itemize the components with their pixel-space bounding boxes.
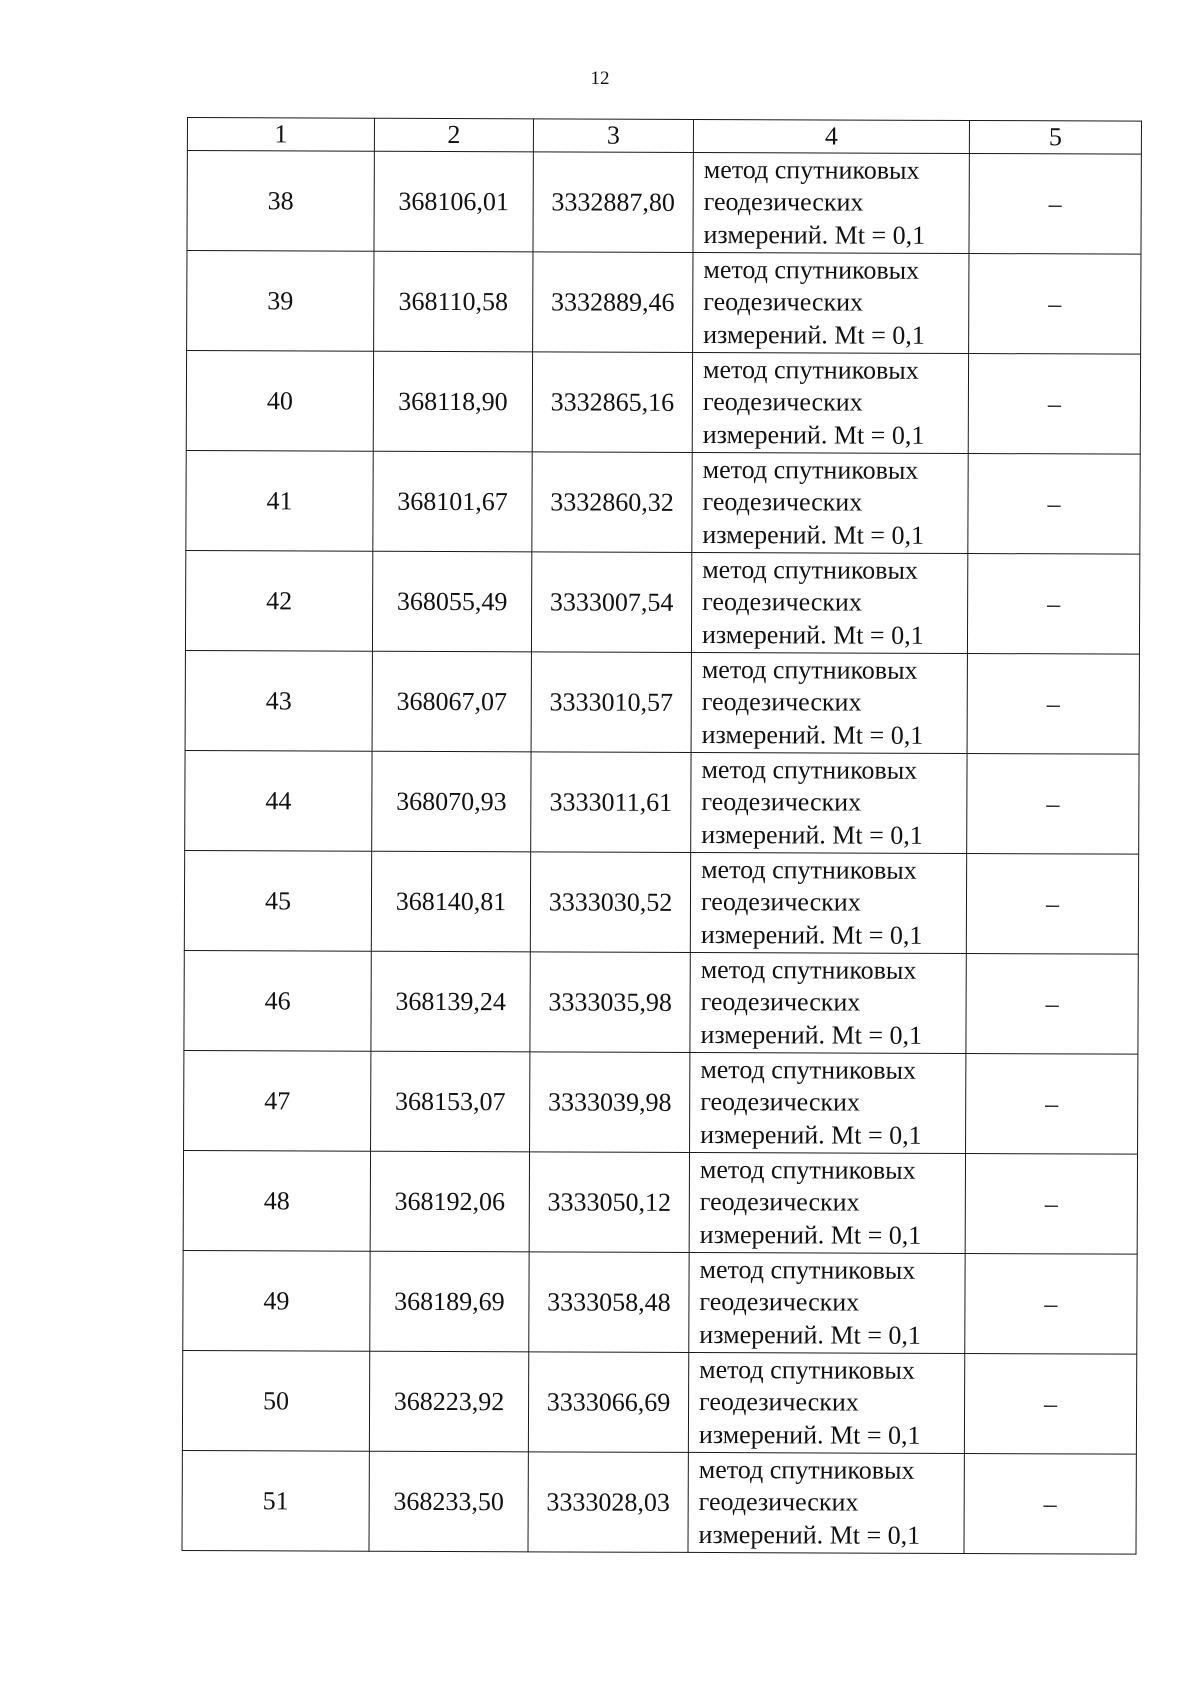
method-text-line: метод спутниковых — [702, 554, 919, 585]
method-cell — [691, 552, 967, 653]
method-text-line: геодезических — [700, 1087, 861, 1117]
note-cell: – — [968, 354, 1140, 455]
table-row — [187, 151, 1141, 255]
method-text-line: геодезических — [699, 1387, 859, 1417]
table-row — [183, 1250, 1137, 1354]
table-row — [184, 850, 1138, 954]
method-text-line: измерений. Mt = 0,1 — [702, 419, 925, 450]
method-text-line: измерений. Mt = 0,1 — [702, 519, 925, 550]
note-cell: – — [967, 654, 1139, 755]
coordinate-y-cell: 3333007,54 — [531, 552, 691, 653]
point-number-cell: 41 — [186, 450, 373, 551]
method-text-line: измерений. Mt = 0,1 — [703, 319, 925, 350]
table-row — [182, 1350, 1136, 1454]
method-cell — [690, 852, 966, 953]
method-text-line: геодезических — [699, 1187, 860, 1217]
method-text-line: метод спутниковых — [701, 754, 918, 785]
point-number-cell: 43 — [185, 650, 372, 751]
method-text-line: геодезических — [703, 287, 864, 317]
coordinate-x-cell: 368055,49 — [372, 551, 531, 652]
note-cell: – — [968, 454, 1140, 555]
coordinate-y-cell: 3333050,12 — [529, 1152, 689, 1253]
coordinate-y-cell: 3332887,80 — [533, 152, 693, 253]
method-text-line: геодезических — [699, 1287, 860, 1317]
method-text-line: измерений. Mt = 0,1 — [700, 1119, 922, 1150]
note-cell: – — [969, 154, 1141, 255]
method-text-line: геодезических — [702, 487, 863, 517]
coordinate-y-cell: 3333028,03 — [528, 1452, 688, 1553]
page-number: 12 — [590, 68, 610, 89]
method-cell — [693, 152, 969, 253]
note-cell: – — [966, 953, 1138, 1054]
coordinate-x-cell: 368153,07 — [371, 1051, 530, 1152]
coordinate-y-cell: 3332889,46 — [533, 252, 693, 353]
coordinate-x-cell: 368118,90 — [373, 351, 532, 452]
method-cell — [691, 652, 967, 753]
point-number-cell: 44 — [185, 750, 372, 851]
coordinate-y-cell: 3333010,57 — [531, 652, 691, 753]
point-number-cell: 51 — [182, 1450, 369, 1551]
method-cell — [689, 1252, 965, 1353]
table-row — [185, 550, 1139, 654]
table-row — [184, 1050, 1138, 1154]
method-text-line: измерений. Mt = 0,1 — [698, 1519, 921, 1550]
coordinate-x-cell: 368139,24 — [371, 951, 530, 1052]
table-row — [185, 650, 1139, 754]
method-text-line: измерений. Mt = 0,1 — [700, 1019, 923, 1050]
method-text-line: метод спутниковых — [702, 454, 919, 485]
coordinates-table — [181, 117, 1141, 1555]
method-text-line: измерений. Mt = 0,1 — [701, 719, 924, 750]
method-text-line: метод спутниковых — [702, 354, 919, 385]
column-header: 1 — [187, 118, 374, 152]
note-cell: – — [967, 753, 1139, 854]
table-row — [187, 251, 1141, 355]
method-cell — [689, 1152, 965, 1253]
method-text-line: измерений. Mt = 0,1 — [700, 919, 923, 950]
point-number-cell: 39 — [187, 251, 374, 352]
method-text-line: измерений. Mt = 0,1 — [698, 1419, 921, 1450]
coordinate-x-cell: 368067,07 — [372, 651, 531, 752]
note-cell: – — [966, 1053, 1138, 1154]
coordinate-x-cell: 368223,92 — [369, 1351, 528, 1452]
coordinate-x-cell: 368189,69 — [370, 1251, 529, 1352]
coordinate-x-cell: 368110,58 — [374, 251, 533, 352]
method-text-line: геодезических — [702, 587, 862, 617]
column-header: 4 — [693, 119, 969, 153]
point-number-cell: 50 — [182, 1350, 369, 1451]
method-cell — [691, 752, 967, 853]
method-text-line: метод спутниковых — [699, 1154, 916, 1185]
point-number-cell: 48 — [183, 1150, 370, 1251]
method-text-line: геодезических — [703, 187, 864, 217]
method-text-line: геодезических — [698, 1487, 859, 1517]
note-cell: – — [969, 254, 1141, 355]
coordinate-y-cell: 3333035,98 — [530, 952, 690, 1053]
note-cell: – — [965, 1253, 1137, 1354]
method-text-line: метод спутниковых — [700, 954, 917, 985]
method-text-line: метод спутниковых — [701, 854, 917, 885]
method-cell — [688, 1352, 964, 1453]
method-text-line: геодезических — [701, 687, 862, 717]
method-text-line: метод спутниковых — [699, 1354, 915, 1385]
coordinate-y-cell: 3332860,32 — [532, 452, 692, 553]
method-text-line: метод спутниковых — [703, 254, 920, 285]
point-number-cell: 49 — [183, 1250, 370, 1351]
coordinate-y-cell: 3333011,61 — [531, 752, 691, 853]
method-cell — [688, 1452, 964, 1553]
coordinate-y-cell: 3332865,16 — [532, 352, 692, 453]
point-number-cell: 45 — [184, 850, 371, 951]
method-text-line: геодезических — [700, 987, 861, 1017]
table-row — [186, 450, 1140, 554]
table-header-row — [187, 118, 1141, 155]
note-cell: – — [964, 1353, 1136, 1454]
coordinate-y-cell: 3333030,52 — [530, 852, 690, 953]
coordinate-x-cell: 368070,93 — [372, 751, 531, 852]
method-text-line: метод спутниковых — [700, 1054, 917, 1085]
table-body — [182, 151, 1141, 1555]
method-text-line: метод спутниковых — [699, 1254, 916, 1285]
point-number-cell: 47 — [184, 1050, 371, 1151]
method-text-line: измерений. Mt = 0,1 — [699, 1319, 921, 1350]
table-row — [183, 1150, 1137, 1254]
column-header: 2 — [374, 118, 533, 152]
note-cell: – — [967, 554, 1139, 655]
note-cell: – — [965, 1153, 1137, 1254]
method-text-line: метод спутниковых — [698, 1454, 915, 1485]
coordinate-x-cell: 368192,06 — [370, 1151, 529, 1252]
method-cell — [693, 252, 969, 353]
coordinate-y-cell: 3333066,69 — [528, 1352, 688, 1453]
method-text-line: измерений. Mt = 0,1 — [701, 619, 924, 650]
method-cell — [692, 352, 968, 453]
column-header: 5 — [969, 121, 1141, 155]
point-number-cell: 46 — [184, 950, 371, 1051]
note-cell: – — [966, 853, 1138, 954]
coordinate-x-cell: 368106,01 — [374, 151, 533, 252]
method-cell — [692, 452, 968, 553]
coordinate-y-cell: 3333039,98 — [530, 1052, 690, 1153]
note-cell: – — [964, 1453, 1136, 1554]
coordinate-y-cell: 3333058,48 — [529, 1252, 689, 1353]
method-text-line: метод спутниковых — [701, 654, 918, 685]
point-number-cell: 40 — [186, 351, 373, 452]
column-header: 3 — [533, 119, 693, 153]
table-row — [186, 351, 1140, 455]
table-row — [185, 750, 1139, 854]
method-text-line: измерений. Mt = 0,1 — [701, 819, 923, 850]
coordinate-x-cell: 368140,81 — [371, 851, 530, 952]
method-text-line: геодезических — [702, 387, 863, 417]
coordinate-x-cell: 368101,67 — [373, 451, 532, 552]
point-number-cell: 42 — [185, 550, 372, 651]
method-text-line: метод спутниковых — [703, 154, 920, 185]
coordinate-x-cell: 368233,50 — [369, 1451, 528, 1552]
point-number-cell: 38 — [187, 151, 374, 252]
method-text-line: геодезических — [701, 787, 862, 817]
method-text-line: геодезических — [700, 887, 861, 917]
method-text-line: измерений. Mt = 0,1 — [699, 1219, 922, 1250]
method-cell — [690, 952, 966, 1053]
table-row — [184, 950, 1138, 1054]
method-cell — [690, 1052, 966, 1153]
method-text-line: измерений. Mt = 0,1 — [703, 219, 926, 250]
table-row — [182, 1450, 1136, 1554]
